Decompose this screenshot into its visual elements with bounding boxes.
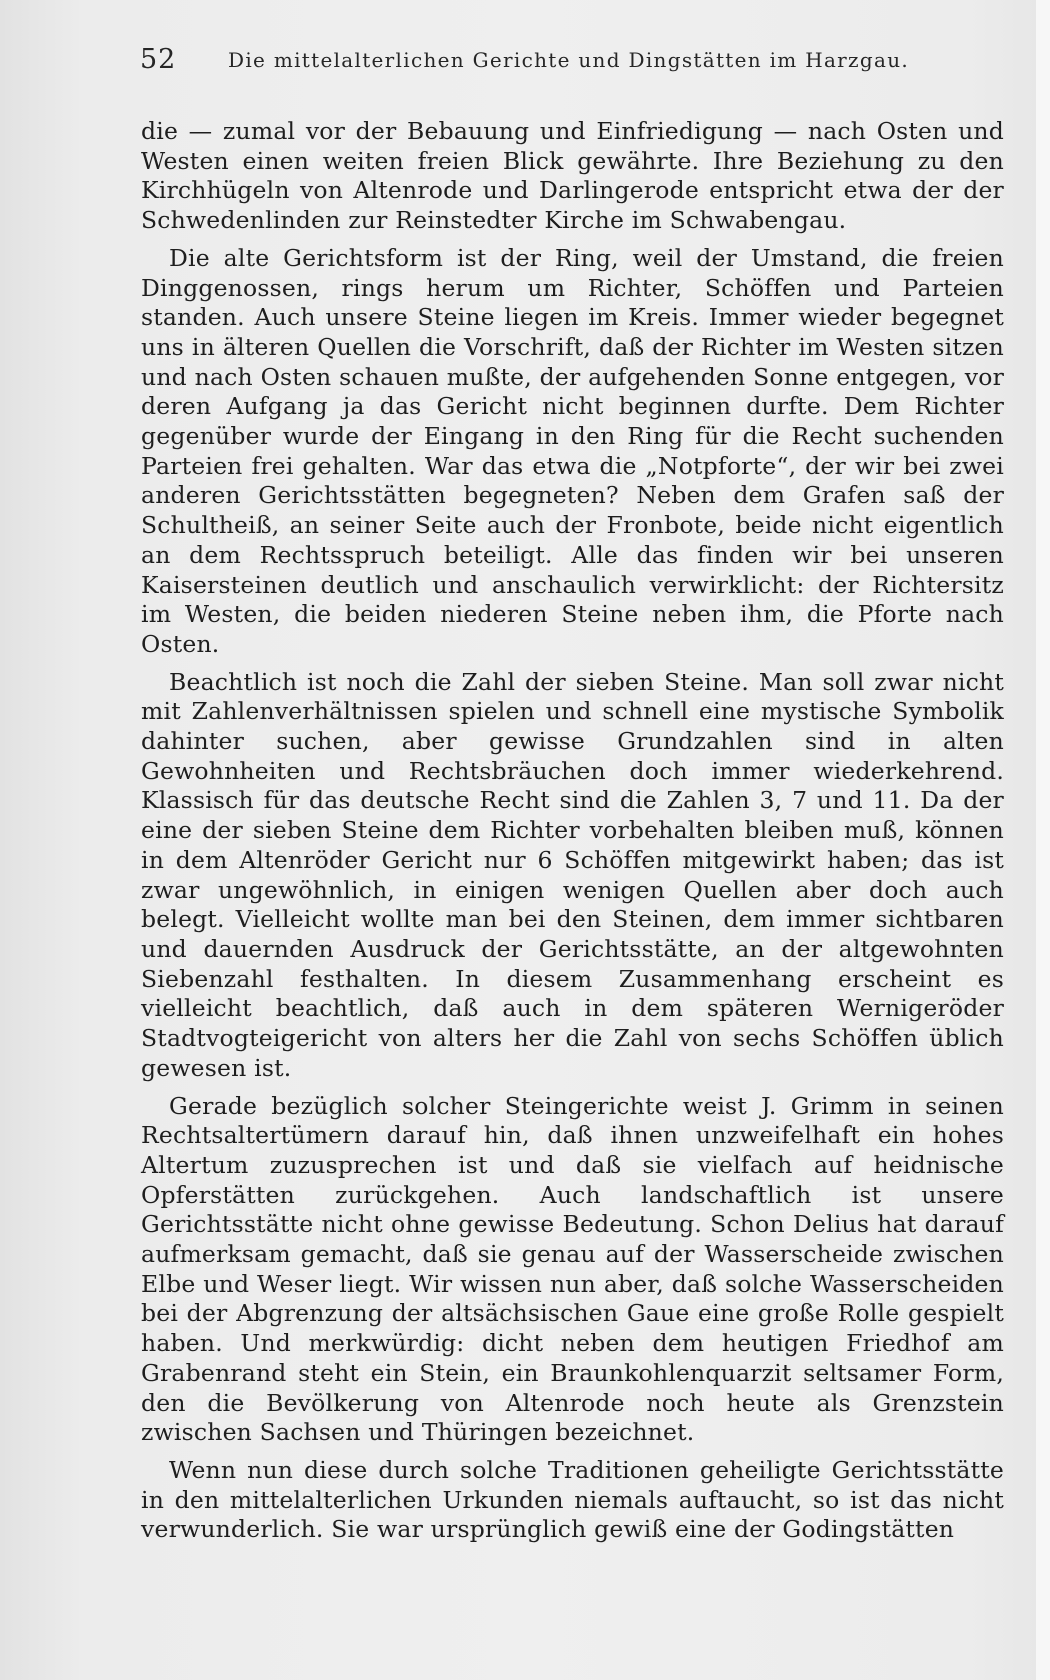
body-text bbox=[141, 117, 1004, 1545]
paragraph: Wenn nun diese durch solche Traditionen geheiligte Gerichtsstätte in den mittelalterlichen Urkunden niemals auftaucht, so ist das nicht verwunderlich. Sie war ursprünglich gewiß eine der Godingstätten bbox=[141, 1455, 1004, 1544]
page-header bbox=[140, 44, 930, 84]
paragraph: Gerade bezüglich solcher Steingerichte weist J. Grimm in seinen Rechtsaltertümern darauf hin, daß ihnen unzweifelhaft ein hohes Altertum zuzusprechen ist und daß sie vielfach auf heidnische Opferstätten zurückgehen. Auch landschaftlich ist unsere Gerichtsstätte nicht ohne gewisse Bedeutung. Schon Delius hat darauf aufmerksam gemacht, daß sie genau auf der Wasserscheide zwischen Elbe und Weser liegt. Wir wissen nun aber, daß solche Wasserscheiden bei der Abgrenzung der altsächsischen Gaue eine große Rolle gespielt haben. Und merkwürdig: dicht neben dem heutigen Friedhof am Grabenrand steht ein Stein, ein Braunkohlenquarzit seltsamer Form, den die Bevölkerung von Altenrode noch heute als Grenzstein zwischen Sachsen und Thüringen bezeichnet. bbox=[141, 1091, 1004, 1447]
paragraph: Die alte Gerichtsform ist der Ring, weil der Umstand, die freien Dinggenossen, rings herum um Richter, Schöffen und Parteien standen. Auch unsere Steine liegen im Kreis. Immer wieder begegnet uns in älteren Quellen die Vorschrift, daß der Richter im Westen sitzen und nach Osten schauen mußte, der aufgehenden Sonne entgegen, vor deren Aufgang ja das Gericht nicht beginnen durfte. Dem Richter gegenüber wurde der Eingang in den Ring für die Recht suchenden Parteien frei gehalten. War das etwa die „Notpforte“, der wir bei zwei anderen Gerichtsstätten begegneten? Neben dem Grafen saß der Schultheiß, an seiner Seite auch der Fronbote, beide nicht eigentlich an dem Rechtsspruch beteiligt. Alle das finden wir bei unseren Kaisersteinen deutlich und anschaulich verwirklicht: der Richtersitz im Westen, die beiden niederen Steine neben ihm, die Pforte nach Osten. bbox=[141, 243, 1004, 658]
page-number: 52 bbox=[140, 44, 177, 75]
paragraph: Beachtlich ist noch die Zahl der sieben Steine. Man soll zwar nicht mit Zahlenverhältnissen spielen und schnell eine mystische Symbolik dahinter suchen, aber gewisse Grundzahlen sind in alten Gewohnheiten und Rechtsbräuchen doch immer wiederkehrend. Klassisch für das deutsche Recht sind die Zahlen 3, 7 und 11. Da der eine der sieben Steine dem Richter vorbehalten bleiben muß, können in dem Altenröder Gericht nur 6 Schöffen mitgewirkt haben; das ist zwar ungewöhnlich, in einigen wenigen Quellen aber doch auch belegt. Vielleicht wollte man bei den Steinen, dem immer sichtbaren und dauernden Ausdruck der Gerichtsstätte, an der altgewohnten Siebenzahl festhalten. In diesem Zusammenhang erscheint es vielleicht beachtlich, daß auch in dem späteren Wernigeröder Stadtvogteigericht von alters her die Zahl von sechs Schöffen üblich gewesen ist. bbox=[141, 667, 1004, 1082]
paragraph-continuation: die — zumal vor der Bebauung und Einfriedigung — nach Osten und Westen einen weiten freien Blick gewährte. Ihre Beziehung zu den Kirchhügeln von Altenrode und Darlingerode entspricht etwa der der Schwedenlinden zur Reinstedter Kirche im Schwabengau. bbox=[141, 117, 1004, 235]
page-edge bbox=[1036, 0, 1050, 1680]
running-title: Die mittelalterlichen Gerichte und Dingstätten im Harzgau. bbox=[228, 48, 910, 72]
